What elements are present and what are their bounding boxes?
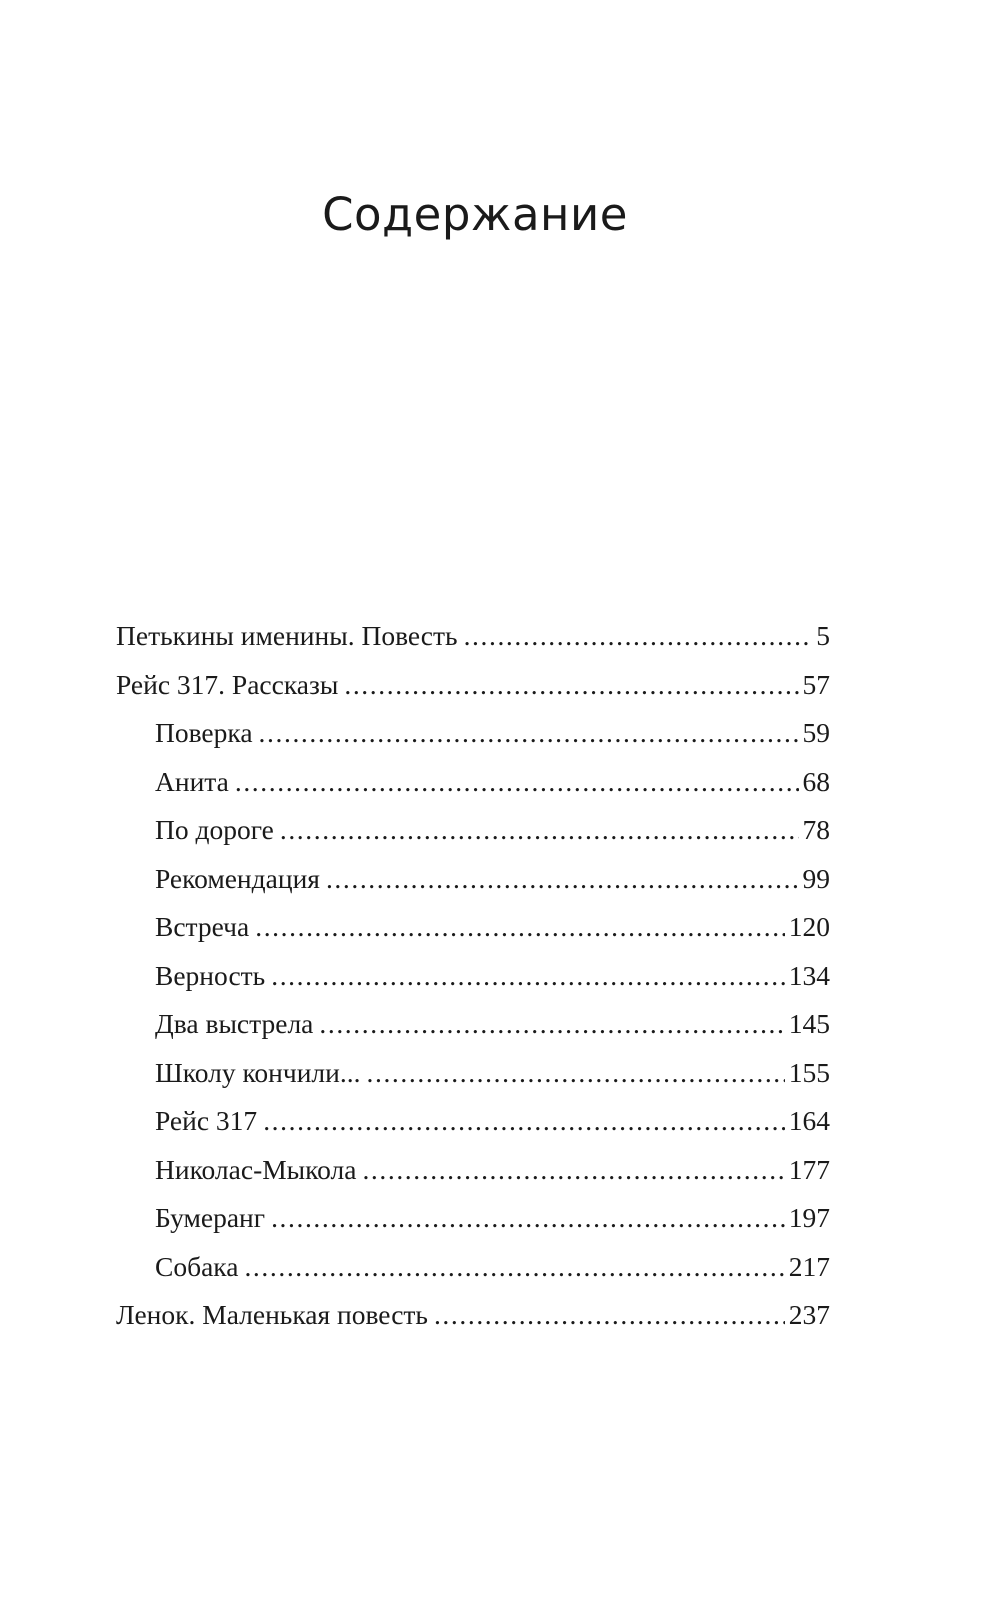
dot-leader bbox=[434, 1299, 785, 1331]
toc-subentry[interactable] bbox=[116, 1057, 830, 1106]
toc-entry-title: Школу кончили... bbox=[155, 1056, 361, 1088]
toc-entry-title: Рекомендация bbox=[155, 862, 320, 894]
dot-leader bbox=[367, 1057, 785, 1089]
dot-leader bbox=[319, 1008, 784, 1040]
toc-entry-page: 197 bbox=[788, 1202, 830, 1233]
toc-subentry[interactable] bbox=[116, 717, 830, 766]
toc-entry-page: 134 bbox=[788, 959, 830, 991]
toc-subentry[interactable] bbox=[116, 863, 830, 912]
dot-leader bbox=[280, 814, 799, 846]
toc-subentry[interactable] bbox=[116, 1105, 830, 1154]
toc-entry-page: 59 bbox=[802, 717, 830, 748]
toc-subentry[interactable] bbox=[116, 1251, 830, 1300]
toc-entry-page: 5 bbox=[816, 620, 830, 651]
toc-entry-page: 145 bbox=[788, 1008, 830, 1039]
toc-subentry[interactable] bbox=[116, 911, 830, 960]
toc-entry-title: Рейс 317. Рассказы bbox=[116, 668, 339, 700]
toc-entry-title: Анита bbox=[155, 765, 229, 797]
toc-entry-page: 237 bbox=[788, 1299, 830, 1330]
dot-leader bbox=[271, 960, 785, 992]
toc-entry-page: 177 bbox=[788, 1153, 830, 1185]
toc-entry-title: Бумеранг bbox=[155, 1202, 266, 1233]
toc-entry-title: Николас-Мыкола bbox=[155, 1153, 357, 1185]
toc-entry-page: 155 bbox=[788, 1056, 830, 1088]
toc-entry-title: Собака bbox=[155, 1250, 239, 1282]
toc-subentry[interactable] bbox=[116, 1008, 830, 1057]
toc-subentry[interactable] bbox=[116, 766, 830, 815]
toc-subentry[interactable] bbox=[116, 1202, 830, 1251]
dot-leader bbox=[235, 766, 799, 798]
dot-leader bbox=[362, 1154, 784, 1186]
dot-leader bbox=[259, 717, 799, 749]
toc-entry-page: 68 bbox=[802, 765, 830, 797]
toc-entry[interactable] bbox=[116, 620, 830, 669]
toc-entry-title: По дороге bbox=[155, 814, 274, 845]
dot-leader bbox=[271, 1202, 785, 1234]
toc-entry-title: Ленок. Маленькая повесть bbox=[116, 1299, 428, 1330]
toc-entry-page: 217 bbox=[788, 1250, 830, 1282]
toc-subentry[interactable] bbox=[116, 814, 830, 863]
toc-entry-title: Встреча bbox=[155, 911, 250, 942]
toc-entry-title: Поверка bbox=[155, 717, 253, 748]
toc-entry[interactable] bbox=[116, 1299, 830, 1348]
toc-entry[interactable] bbox=[116, 669, 830, 718]
toc-entry-page: 99 bbox=[802, 862, 830, 894]
dot-leader bbox=[255, 911, 785, 943]
toc-entry-page: 164 bbox=[788, 1105, 830, 1136]
toc-entry-title: Рейс 317 bbox=[155, 1105, 258, 1136]
dot-leader bbox=[326, 863, 799, 895]
toc-entry-page: 120 bbox=[788, 911, 830, 942]
toc-subentry[interactable] bbox=[116, 960, 830, 1009]
toc-entry-title: Два выстрела bbox=[155, 1008, 314, 1039]
dot-leader bbox=[344, 669, 798, 701]
toc-entry-title: Верность bbox=[155, 959, 266, 991]
toc-entry-page: 78 bbox=[802, 814, 830, 845]
toc-entry-page: 57 bbox=[802, 668, 830, 700]
dot-leader bbox=[244, 1251, 784, 1283]
dot-leader bbox=[263, 1105, 785, 1137]
table-of-contents bbox=[116, 620, 830, 1348]
page-title: Содержание bbox=[322, 188, 628, 241]
toc-subentry[interactable] bbox=[116, 1154, 830, 1203]
toc-entry-title: Петькины именины. Повесть bbox=[116, 620, 458, 651]
dot-leader bbox=[464, 620, 813, 652]
